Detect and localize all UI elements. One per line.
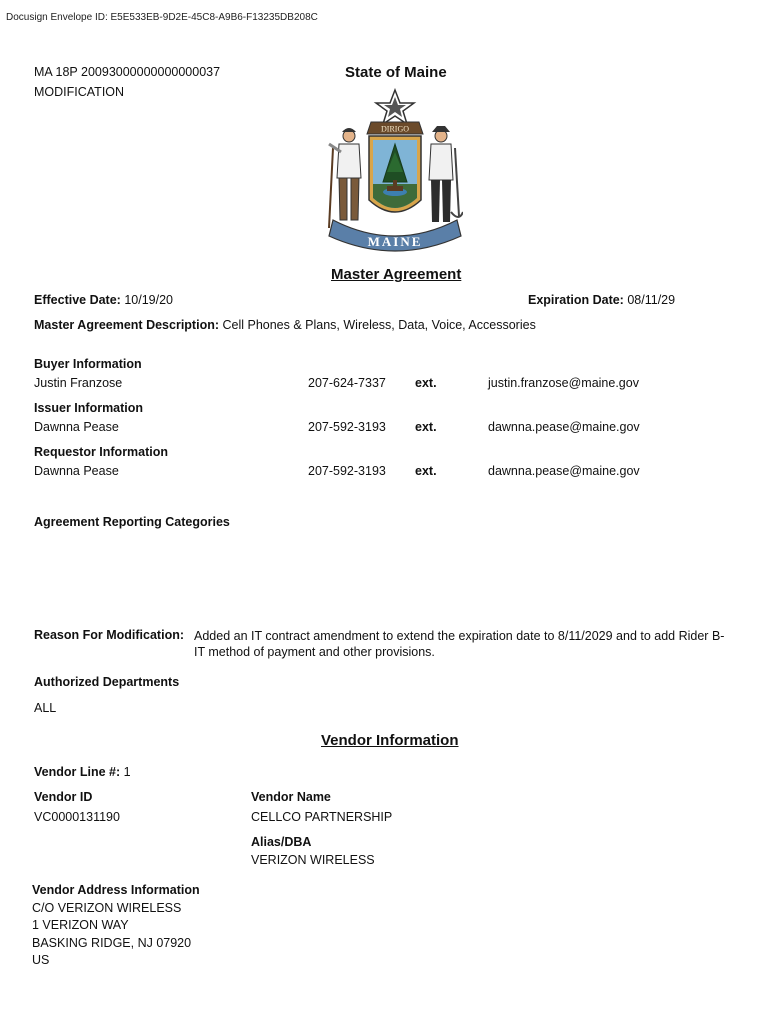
effective-date [34, 293, 173, 307]
requestor-phone: 207-592-3193 [308, 464, 386, 478]
expiration-date-value: 08/11/29 [627, 293, 676, 307]
vendor-address-line: BASKING RIDGE, NJ 07920 [32, 936, 192, 950]
state-title: State of Maine [345, 64, 447, 81]
issuer-name: Dawnna Pease [34, 420, 119, 434]
issuer-ext-label: ext. [415, 420, 437, 434]
issuer-phone: 207-592-3193 [308, 420, 386, 434]
vendor-id-value: VC0000131190 [34, 810, 120, 824]
vendor-address-line: 1 VERIZON WAY [32, 918, 129, 932]
vendor-address-line: US [32, 953, 50, 967]
envelope-id: Docusign Envelope ID: E5E533EB-9D2E-45C8-A9B6-F13235DB208C [6, 12, 318, 23]
vendor-line [34, 765, 131, 779]
document-number: MA 18P 20093000000000000037 [34, 65, 221, 79]
requestor-heading: Requestor Information [34, 445, 169, 459]
reporting-categories-heading: Agreement Reporting Categories [34, 515, 230, 529]
vendor-line-label: Vendor Line #: [34, 765, 121, 779]
expiration-date-label: Expiration Date: [528, 293, 624, 307]
vendor-information-title: Vendor Information [321, 732, 459, 749]
requestor-ext-label: ext. [415, 464, 437, 478]
effective-date-label: Effective Date: [34, 293, 121, 307]
document-type: MODIFICATION [34, 85, 125, 99]
authorized-departments-heading: Authorized Departments [34, 675, 180, 689]
buyer-ext-label: ext. [415, 376, 437, 390]
authorized-departments-value: ALL [34, 701, 57, 715]
vendor-address-heading: Vendor Address Information [32, 883, 200, 897]
modification-reason-label: Reason For Modification: [34, 628, 184, 642]
vendor-address-line: C/O VERIZON WIRELESS [32, 901, 182, 915]
buyer-name: Justin Franzose [34, 376, 123, 390]
seal-dirigo-text: DIRIGO [381, 124, 409, 134]
maine-state-seal [327, 88, 463, 258]
agreement-description-value: Cell Phones & Plans, Wireless, Data, Voice, Accessories [222, 318, 536, 332]
requestor-email: dawnna.pease@maine.gov [488, 464, 640, 478]
buyer-phone: 207-624-7337 [308, 376, 386, 390]
buyer-heading: Buyer Information [34, 357, 142, 371]
expiration-date [528, 293, 675, 307]
seal-maine-text: MAINE [367, 234, 423, 249]
master-agreement-title: Master Agreement [331, 266, 462, 283]
modification-reason-text: Added an IT contract amendment to extend the expiration date to 8/11/2029 and to add Rider B-IT method of payment and other provisions. [194, 629, 725, 659]
issuer-email: dawnna.pease@maine.gov [488, 420, 640, 434]
vendor-alias-value: VERIZON WIRELESS [251, 853, 375, 867]
vendor-line-value: 1 [123, 765, 131, 779]
buyer-email: justin.franzose@maine.gov [488, 376, 639, 390]
vendor-name-value: CELLCO PARTNERSHIP [251, 810, 393, 824]
issuer-heading: Issuer Information [34, 401, 144, 415]
agreement-description [34, 318, 536, 332]
requestor-name: Dawnna Pease [34, 464, 119, 478]
vendor-id-label: Vendor ID [34, 790, 93, 804]
vendor-alias-label: Alias/DBA [251, 835, 312, 849]
effective-date-value: 10/19/20 [124, 293, 173, 307]
agreement-description-label: Master Agreement Description: [34, 318, 219, 332]
vendor-name-label: Vendor Name [251, 790, 331, 804]
